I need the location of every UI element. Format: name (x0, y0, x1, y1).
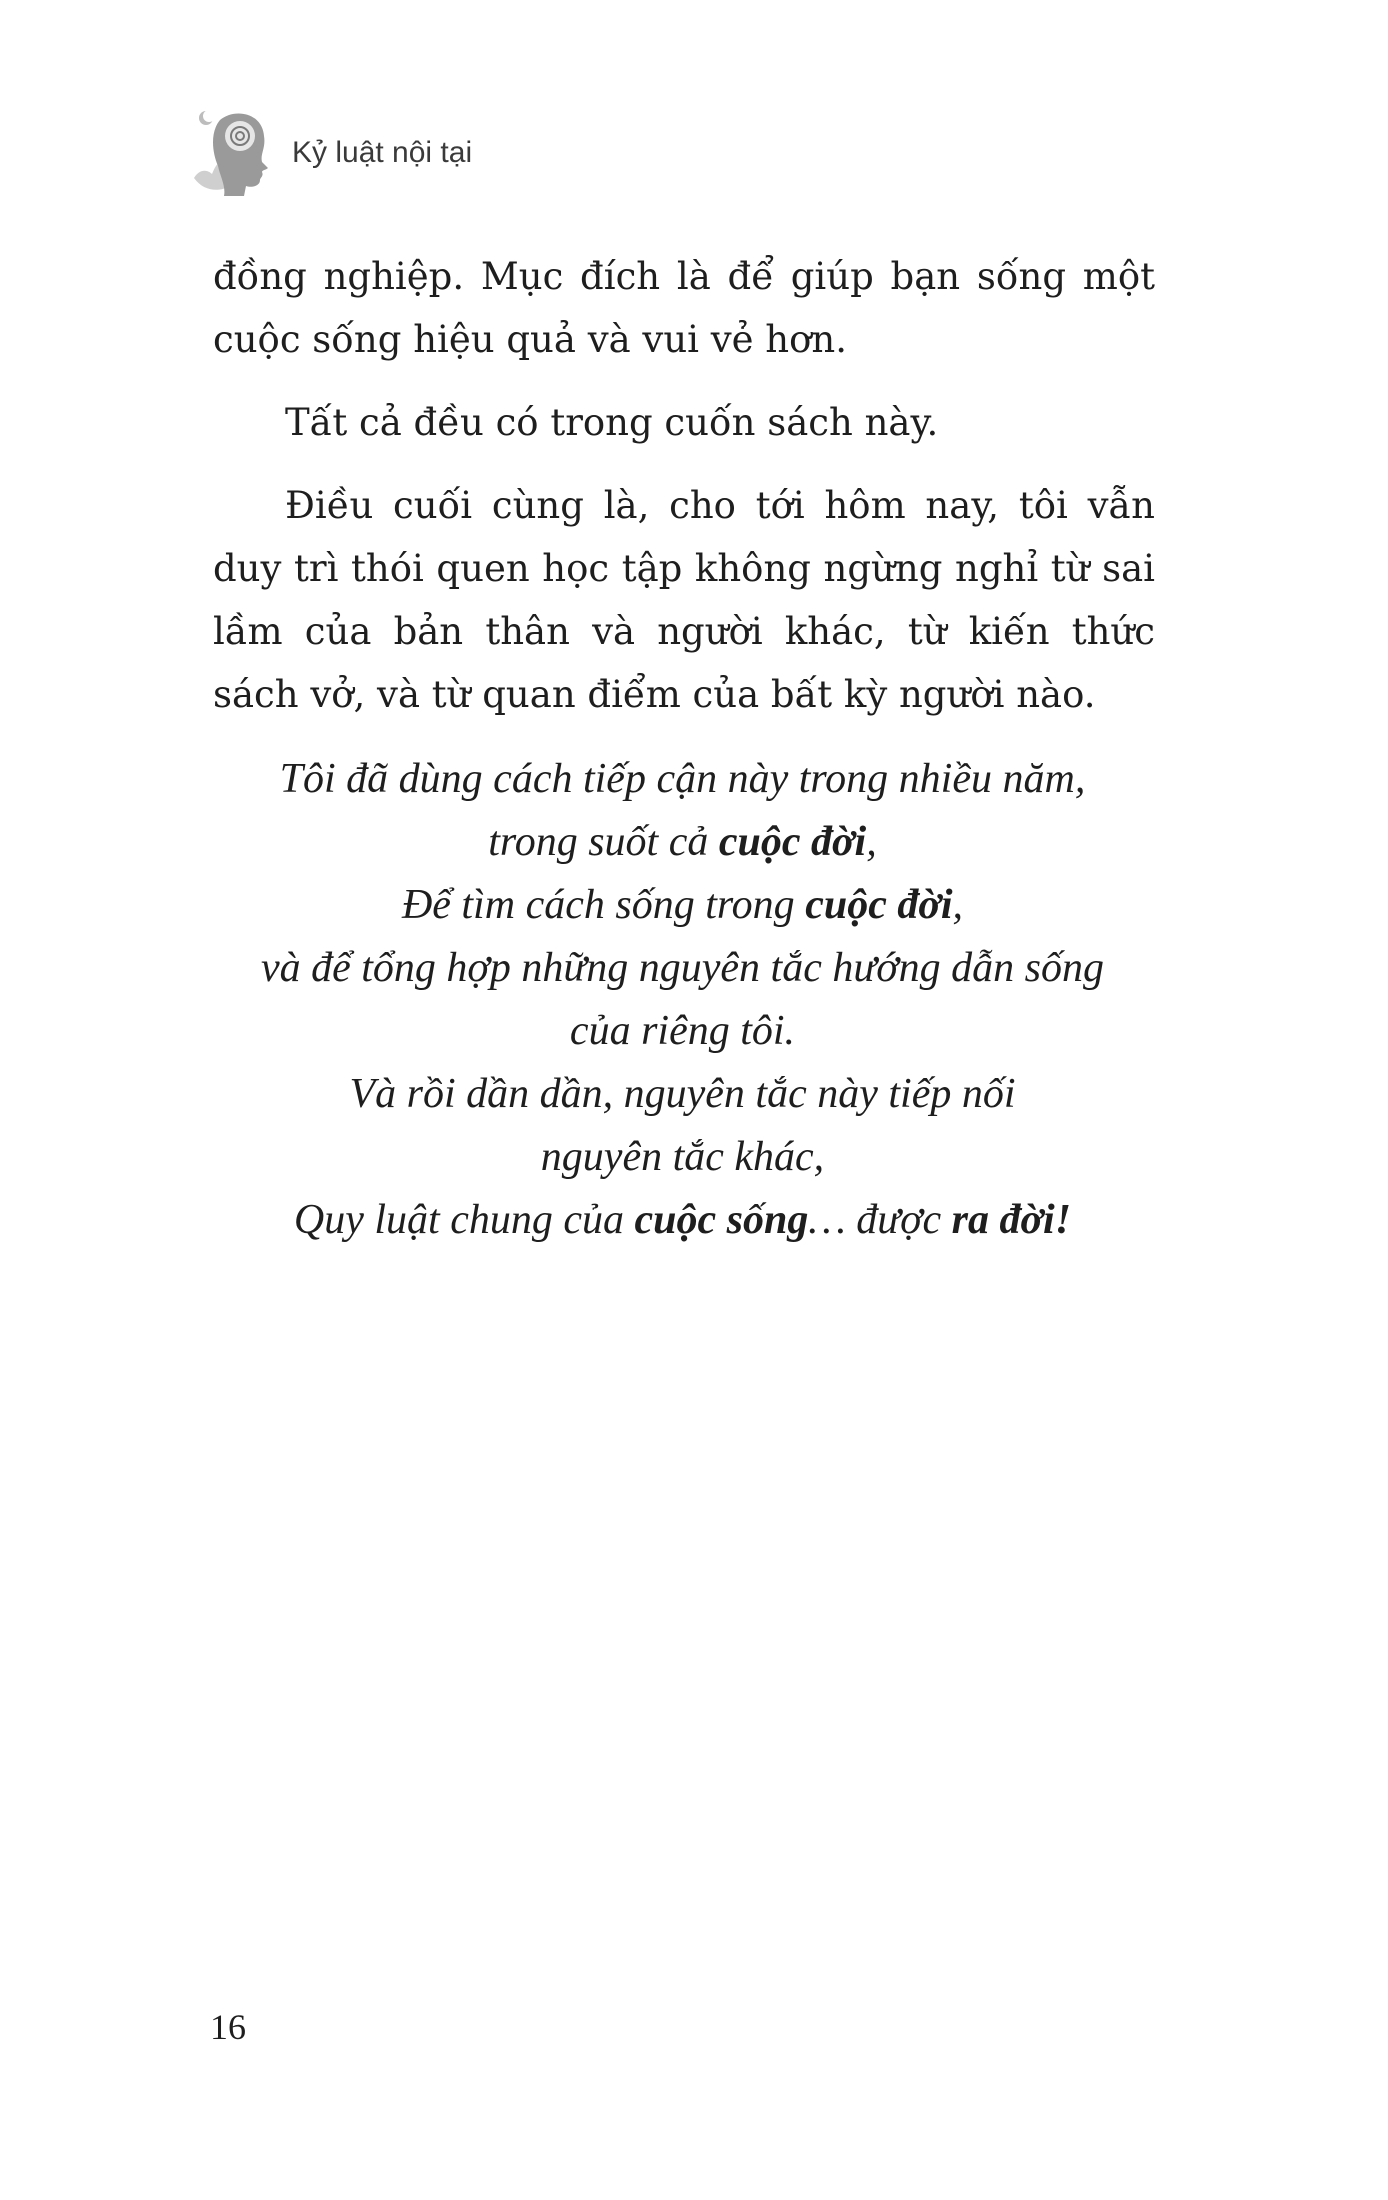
poem-line (200, 874, 1165, 937)
running-header (190, 108, 790, 198)
poem-line: và để tổng hợp những nguyên tắc hướng dẫn sống (260, 945, 1105, 991)
poem-emphasis: ra đời! (951, 1197, 1072, 1243)
poem-line: của riêng tôi. (569, 1008, 796, 1054)
poem-text: , (952, 882, 964, 928)
poem-text: Quy luật chung của (293, 1197, 635, 1243)
paragraph: Tất cả đều có trong cuốn sách này. (285, 401, 939, 444)
poem-emphasis: cuộc đời (718, 819, 867, 865)
poem-text: … được (808, 1197, 952, 1243)
poem-line: Tôi đã dùng cách tiếp cận này trong nhiều năm, (279, 756, 1086, 802)
paragraph: đồng nghiệp. Mục đích là để giúp bạn sống một cuộc sống hiệu quả và vui vẻ hơn. (213, 255, 1155, 361)
body-text (213, 245, 1155, 726)
poem-block (200, 748, 1165, 1252)
page-number: 16 (210, 2007, 246, 2047)
poem-line (200, 1189, 1165, 1252)
paragraph: Điều cuối cùng là, cho tới hôm nay, tôi vẫn duy trì thói quen học tập không ngừng nghỉ từ sai lầm của bản thân và người khác, từ kiến thức sách vở, và từ quan điểm của bất kỳ người nào. (213, 484, 1155, 716)
poem-line (200, 811, 1165, 874)
poem-line: nguyên tắc khác, (540, 1134, 825, 1180)
poem-emphasis: cuộc đời (805, 882, 953, 928)
poem-text: trong suốt cả (488, 819, 719, 865)
header-title: Kỷ luật nội tại (292, 136, 473, 169)
poem-line: Và rồi dần dần, nguyên tắc này tiếp nối (349, 1071, 1016, 1117)
head-profile-logo-icon (190, 108, 276, 198)
poem-text: Để tìm cách sống trong (401, 882, 806, 928)
poem-text: , (866, 819, 877, 865)
poem-emphasis: cuộc sống (634, 1197, 809, 1243)
